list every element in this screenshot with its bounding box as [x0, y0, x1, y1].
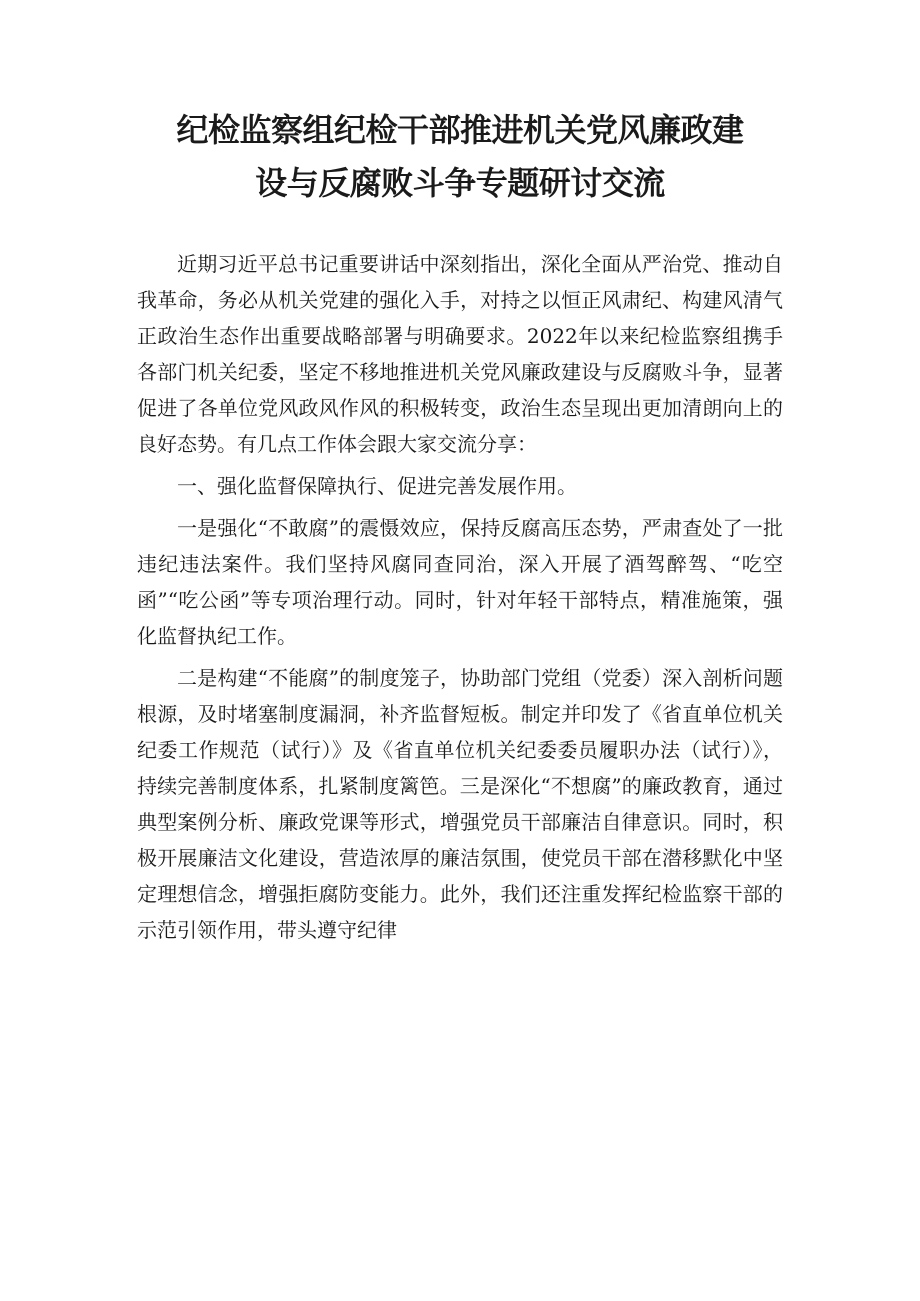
- title-line-2: 设与反腐败斗争专题研讨交流: [255, 164, 665, 202]
- paragraph-point-2: 二是构建“不能腐”的制度笼子，协助部门党组（党委）深入剖析问题根源，及时堵塞制度漏洞，补齐监督短板。制定并印发了《省直单位机关纪委工作规范（试行）》及《省直单位机关纪委委员履职办法（试行）》，持续完善制度体系，扎紧制度篱笆。三是深化“不想腐”的廉政教育，通过典型案例分析、廉政党课等形式，增强党员干部廉洁自律意识。同时，积极开展廉洁文化建设，营造浓厚的廉洁氛围，使党员干部在潜移默化中坚定理想信念，增强拒腐防变能力。此外，我们还注重发挥纪检监察干部的示范引领作用，带头遵守纪律: [137, 666, 783, 942]
- document-body: [137, 246, 783, 954]
- section-heading-1: 一、强化监督保障执行、促进完善发展作用。: [177, 474, 577, 498]
- title-line-1: 纪检监察组纪检干部推进机关党风廉政建: [176, 111, 744, 149]
- paragraph-intro: 近期习近平总书记重要讲话中深刻指出，深化全面从严治党、推动自我革命，务必从机关党建的强化入手，对持之以恒正风肃纪、构建风清气正政治生态作出重要战略部署与明确要求。2022年以来纪检监察组携手各部门机关纪委，坚定不移地推进机关党风廉政建设与反腐败斗争，显著促进了各单位党风政风作风的积极转变，政治生态呈现出更加清朗向上的良好态势。有几点工作体会跟大家交流分享：: [137, 252, 783, 456]
- document-title: [120, 104, 800, 210]
- paragraph-point-1: 一是强化“不敢腐”的震慑效应，保持反腐高压态势，严肃查处了一批违纪违法案件。我们坚持风腐同查同治，深入开展了酒驾醉驾、“吃空函”“吃公函”等专项治理行动。同时，针对年轻干部特点，精准施策，强化监督执纪工作。: [137, 516, 783, 648]
